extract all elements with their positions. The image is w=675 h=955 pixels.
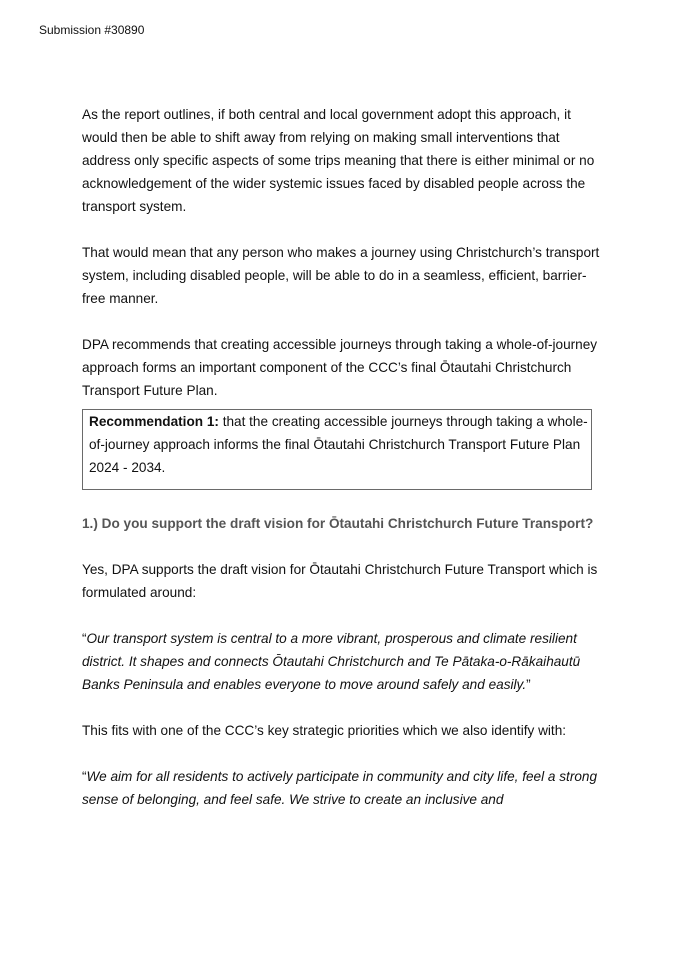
paragraph-dpa-recommends: DPA recommends that creating accessible journeys through taking a whole-of-journey approach forms an important component of the CCC’s final Ōtautahi Christchurch Transport Future Plan. (82, 337, 598, 398)
recommendation-box (82, 409, 592, 490)
recommendation-body: that the creating accessible journeys through taking a whole-of-journey approach informs the final Ōtautahi Christchurch Transport Future Plan 2024 - 2034. (89, 414, 588, 475)
paragraph-seamless-journey: That would mean that any person who makes a journey using Christchurch’s transport system, including disabled people, will be able to do in a seamless, efficient, barrier-free manner. (82, 245, 600, 306)
priority-quote (82, 765, 602, 811)
question-heading: 1.) Do you support the draft vision for Ōtautahi Christchurch Future Transport? (82, 516, 594, 531)
strategic-priorities-paragraph: This fits with one of the CCC’s key strategic priorities which we also identify with: (82, 723, 567, 738)
priority-quote-text: We aim for all residents to actively participate in community and city life, feel a strong sense of belonging, and feel safe. We strive to create an inclusive and (82, 769, 598, 807)
quote2-open-mark: “ (82, 769, 87, 784)
paragraph-report-outline: As the report outlines, if both central and local government adopt this approach, it would then be able to shift away from relying on making small interventions that address only specific aspects of some trips meaning that there is either minimal or no acknowledgement of the wider systemic issues faced by disabled people across the transport system. (82, 107, 595, 214)
recommendation-label: Recommendation 1: (89, 414, 219, 429)
answer-paragraph: Yes, DPA supports the draft vision for Ōtautahi Christchurch Future Transport which is formulated around: (82, 562, 598, 600)
vision-quote-text: Our transport system is central to a more vibrant, prosperous and climate resilient district. It shapes and connects Ōtautahi Christchurch and Te Pātaka-o-Rākaihautū Banks Peninsula and enables everyone to move around safely and easily. (82, 631, 581, 692)
quote-close-mark: ” (526, 677, 531, 692)
quote-open-mark: “ (82, 631, 87, 646)
document-body (82, 103, 602, 811)
submission-number: Submission #30890 (39, 23, 145, 37)
recommendation-text (89, 410, 591, 479)
vision-quote (82, 627, 602, 696)
